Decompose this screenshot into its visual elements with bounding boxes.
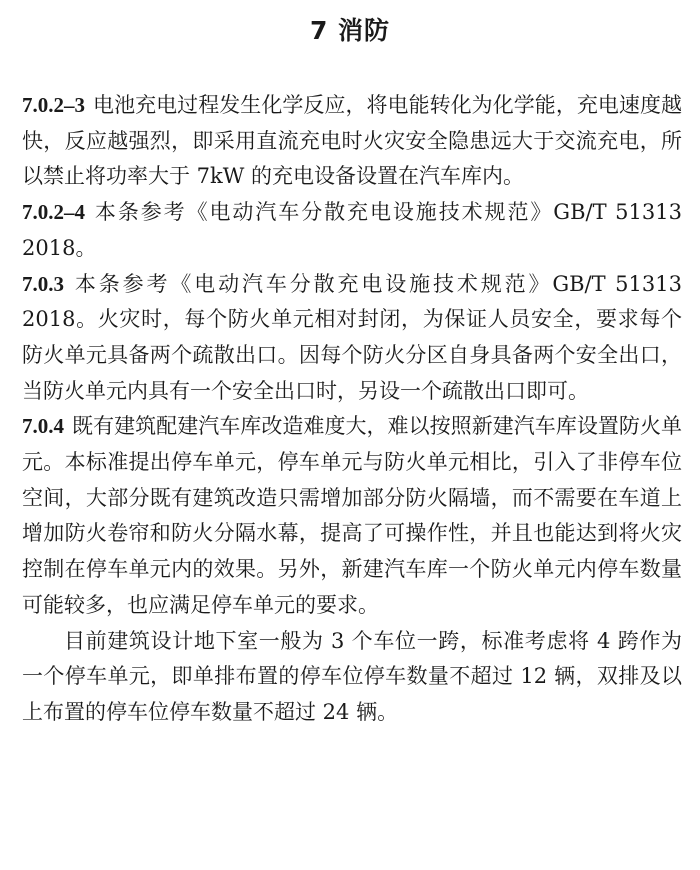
clause-text: 本条参考《电动汽车分散充电设施技术规范》GB/T 51313 2018。火灾时，每个防火单元相对封闭，为保证人员安全，要求每个防火单元具备两个疏散出口。因每个防火分区自身具备两个安全出口，当防火单元内具有一个安全出口时，另设一个疏散出口即可。: [22, 271, 682, 403]
clause-text: 既有建筑配建汽车库改造难度大，难以按照新建汽车库设置防火单元。本标准提出停车单元，停车单元与防火单元相比，引入了非停车位空间，大部分既有建筑改造只需增加部分防火隔墙，而不需要在车道上增加防火卷帘和防火分隔水幕，提高了可操作性，并且也能达到将火灾控制在停车单元内的效果。另外，新建汽车库一个防火单元内停车数量可能较多，也应满足停车单元的要求。: [22, 414, 682, 617]
clause-7-0-2-4: [22, 195, 682, 266]
clause-number: 7.0.4: [22, 414, 64, 439]
body-text: [22, 88, 682, 731]
clause-text: 目前建筑设计地下室一般为 3 个车位一跨，标准考虑将 4 跨作为一个停车单元，即单排布置的停车位停车数量不超过 12 辆，双排及以上布置的停车位停车数量不超过 24 辆。: [22, 628, 682, 724]
clause-7-0-2-3: [22, 88, 682, 195]
clause-7-0-4-continuation: [22, 624, 682, 731]
clause-number: 7.0.3: [22, 271, 64, 296]
chapter-title: 7 消防: [309, 16, 391, 45]
clause-7-0-3: [22, 267, 682, 410]
clause-number: 7.0.2–4: [22, 200, 85, 225]
clause-7-0-4: [22, 409, 682, 623]
clause-text: 本条参考《电动汽车分散充电设施技术规范》GB/T 51313 2018。: [22, 200, 682, 260]
clause-text: 电池充电过程发生化学反应，将电能转化为化学能，充电速度越快，反应越强烈，即采用直流充电时火灾安全隐患远大于交流充电，所以禁止将功率大于 7kW 的充电设备设置在汽车库内。: [22, 93, 682, 189]
clause-number: 7.0.2–3: [22, 93, 85, 117]
